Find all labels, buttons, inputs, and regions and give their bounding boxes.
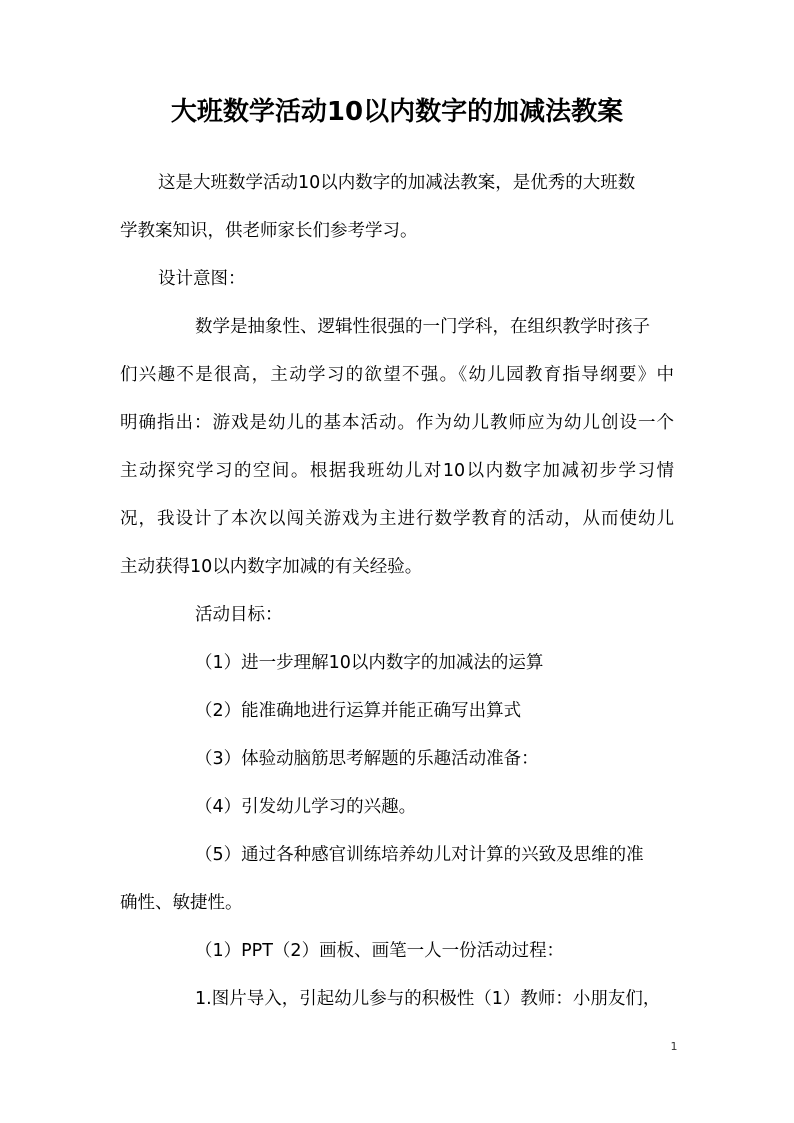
design-line-6: 主动获得10以内数字加减的有关经验。 bbox=[120, 557, 423, 577]
design-line-5: 况，我设计了本次以闯关游戏为主进行数学教育的活动，从而使幼儿 bbox=[120, 509, 674, 529]
process-line-1: 1.图片导入，引起幼儿参与的积极性（1）教师：小朋友们， bbox=[195, 989, 661, 1009]
design-heading: 设计意图： bbox=[158, 269, 246, 289]
document-title: 大班数学活动10以内数字的加减法教案 bbox=[170, 97, 624, 127]
goal-item-4: （4）引发幼儿学习的兴趣。 bbox=[195, 797, 417, 817]
goal-item-2: （2）能准确地进行运算并能正确写出算式 bbox=[195, 701, 522, 721]
design-line-4: 主动探究学习的空间。根据我班幼儿对10以内数字加减初步学习情 bbox=[120, 461, 674, 481]
intro-line-1: 这是大班数学活动10以内数字的加减法教案，是优秀的大班数 bbox=[158, 173, 636, 193]
goal-item-5: （5）通过各种感官训练培养幼儿对计算的兴致及思维的准 bbox=[195, 845, 644, 865]
goal-item-3: （3）体验动脑筋思考解题的乐趣活动准备： bbox=[195, 749, 539, 769]
design-line-3: 明确指出：游戏是幼儿的基本活动。作为幼儿教师应为幼儿创设一个 bbox=[120, 413, 674, 433]
goal-item-5-continued: 确性、敏捷性。 bbox=[120, 893, 243, 913]
preparation-line: （1）PPT（2）画板、画笔一人一份活动过程： bbox=[195, 941, 565, 961]
goal-item-1: （1）进一步理解10以内数字的加减法的运算 bbox=[195, 653, 544, 673]
page-number: 1 bbox=[670, 1040, 678, 1053]
intro-line-2: 学教案知识，供老师家长们参考学习。 bbox=[120, 221, 418, 241]
design-line-2: 们兴趣不是很高，主动学习的欲望不强。《幼儿园教育指导纲要》中 bbox=[120, 365, 674, 385]
design-line-1: 数学是抽象性、逻辑性很强的一门学科，在组织教学时孩子 bbox=[195, 317, 650, 337]
goals-heading: 活动目标： bbox=[195, 605, 283, 625]
